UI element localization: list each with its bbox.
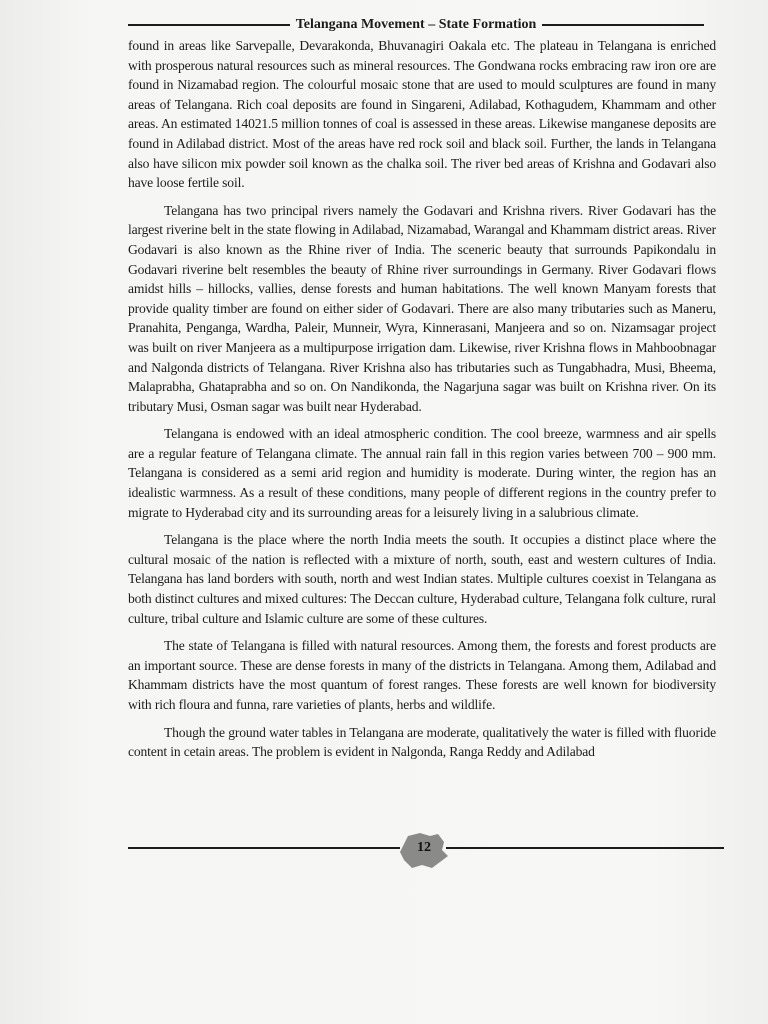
paragraph-2: Telangana has two principal rivers namely the Godavari and Krishna rivers. River Godavari has the largest riverine belt in the state flowing in Adilabad, Nizamabad, Warangal and Khammam district areas. River Godavari is also known as the Rhine river of India. The sceneric beauty that surrounds Papikondalu in Godavari riverine belt resembles the beauty of Rhine river surroundings in Germany. River Godavari flows amidst hills – hillocks, vallies, dense forests and human habitations. The well known Manyam forests that provide quality timber are found on either sider of Godavari. There are also many tributaries such as Maneru, Pranahita, Penganga, Wardha, Paleir, Munneir, Wyra, Kinnerasani, Manjeera and so on. Nizamsagar project was built on river Manjeera as a multipurpose irrigation dam. Likewise, river Krishna flows in Mahboobnagar and Nalgonda districts of Telangana. River Krishna also has tributaries such as Tungabhadra, Musi, Bheema, Malaprabha, Ghataprabha and so on. On Nandikonda, the Nagarjuna sagar was built on Krishna river. On its tributary Musi, Osman sagar was built near Hyderabad. — [128, 202, 716, 414]
footer-rule-left — [128, 847, 400, 849]
paragraph-4: Telangana is the place where the north India meets the south. It occupies a distinct place where the cultural mosaic of the nation is reflected with a mixture of north, south, east and western cultures of India. Telangana has land borders with south, north and west Indian states. Multiple cultures coexist in Telangana as both distinct cultures and mixed cultures: The Deccan culture, Hyderabad culture, Telangana folk culture, rural culture, tribal culture and Islamic culture are some of these cultures. — [128, 532, 716, 626]
paragraph-1: found in areas like Sarvepalle, Devarakonda, Bhuvanagiri Oakala etc. The plateau in Telangana is enriched with prosperous natural resources such as mineral resources. The Gondwana rocks embracing raw iron ore are found in Nizamabad region. The colourful mosaic stone that are used to mould sculptures are found in many areas of Telangana. Rich coal deposits are found in Singareni, Adilabad, Kothagudem, Khammam and other areas. An estimated 14021.5 million tonnes of coal is assessed in these areas. Likewise manganese deposits are found in Adilabad district. Most of the areas have red rock soil and black soil. Further, the lands in Telangana also have silicon mix powder soil known as the chalka soil. The river bed areas of Krishna and Godavari also have loose fertile soil. — [128, 38, 716, 191]
footer-rule-right — [446, 847, 724, 849]
page-number: 12 — [417, 840, 431, 855]
page-footer — [128, 830, 724, 870]
header-rule-right — [542, 24, 704, 26]
paragraph-6: Though the ground water tables in Telangana are moderate, qualitatively the water is filled with fluoride content in cetain areas. The problem is evident in Nalgonda, Ranga Reddy and Adilabad — [128, 724, 716, 760]
body-text — [128, 36, 716, 770]
header-title: Telangana Movement – State Formation — [295, 17, 537, 32]
paragraph-3: Telangana is endowed with an ideal atmospheric condition. The cool breeze, warmness and air spells are a regular feature of Telangana climate. The annual rain fall in this region varies between 700 – 900 mm. Telangana is considered as a semi arid region and humidity is moderate. During winter, the region has an idealistic warmness. As a result of these conditions, many people of different regions in the country prefer to migrate to Hyderabad city and its surrounding areas for a leisurely living in a salubrious climate. — [128, 426, 716, 520]
paragraph-5: The state of Telangana is filled with natural resources. Among them, the forests and forest products are an important source. These are dense forests in many of the districts in Telangana. Among them, Adilabad and Khammam districts have the most quantum of forest ranges. These forests are well known for biodiversity with rich floura and funna, rare varieties of plants, herbs and wildlife. — [128, 638, 716, 712]
running-header — [128, 14, 704, 36]
header-rule-left — [128, 24, 290, 26]
